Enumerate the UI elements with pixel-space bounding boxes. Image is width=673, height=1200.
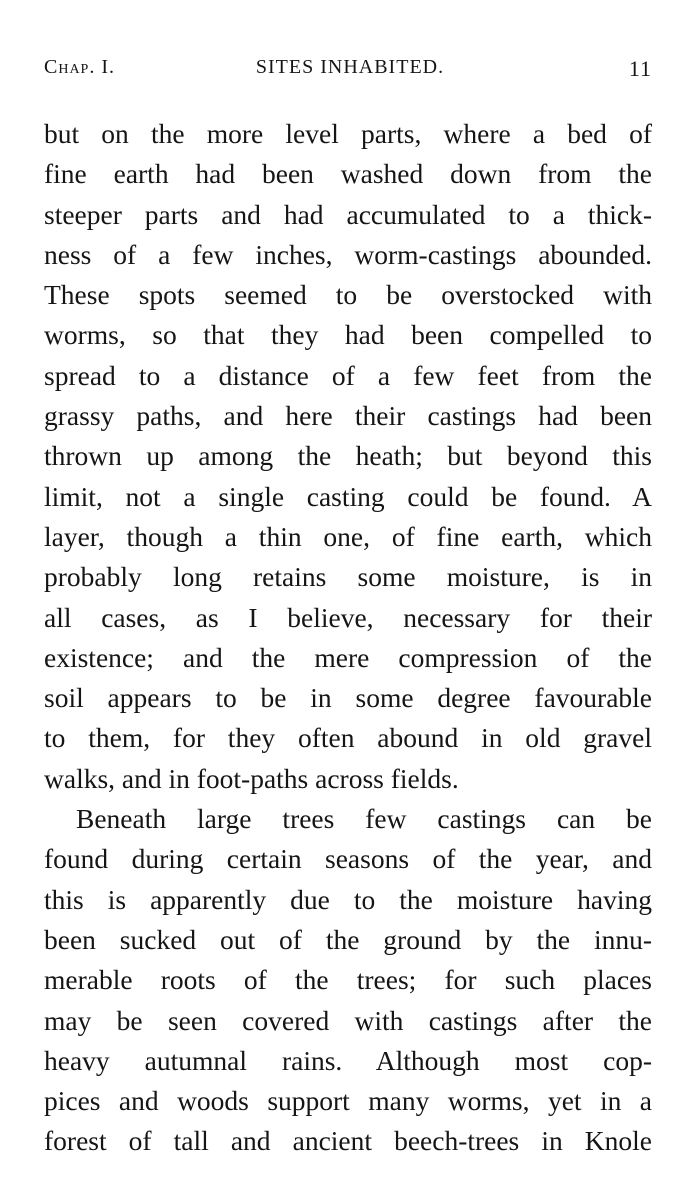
running-head xyxy=(44,56,656,86)
text-line: limit, not a single casting could be found. A xyxy=(44,480,652,512)
text-line: soil appears to be in some degree favourable xyxy=(44,682,652,714)
text-line: found during certain seasons of the year, and xyxy=(44,843,652,875)
body-text xyxy=(44,114,652,1162)
text-line: These spots seemed to be overstocked with xyxy=(44,279,652,311)
text-line: forest of tall and ancient beech-trees in Knole xyxy=(44,1125,652,1157)
text-line: existence; and the mere compression of the xyxy=(44,641,652,673)
text-line: but on the more level parts, where a bed of xyxy=(44,118,652,149)
text-line: all cases, as I believe, necessary for their xyxy=(44,601,652,633)
text-line: fine earth had been washed down from the xyxy=(44,158,652,190)
text-line: merable roots of the trees; for such places xyxy=(44,964,652,996)
text-line: been sucked out of the ground by the innu- xyxy=(44,923,652,955)
text-line: layer, though a thin one, of fine earth, which xyxy=(44,520,652,552)
running-title: SITES INHABITED. xyxy=(255,56,445,78)
text-line: spread to a distance of a few feet from the xyxy=(44,359,652,391)
paragraph xyxy=(44,114,652,799)
text-line: worms, so that they had been compelled to xyxy=(44,319,652,351)
text-line: to them, for they often abound in old gravel xyxy=(44,722,652,754)
text-line: grassy paths, and here their castings had been xyxy=(44,400,652,432)
chapter-label: Chap. I. xyxy=(44,56,116,78)
text-line: thrown up among the heath; but beyond this xyxy=(44,440,652,472)
text-line: steeper parts and had accumulated to a thick- xyxy=(44,198,652,230)
text-line: this is apparently due to the moisture having xyxy=(44,883,652,915)
text-line: heavy autumnal rains. Although most cop- xyxy=(44,1044,652,1076)
text-line: pices and woods support many worms, yet in a xyxy=(44,1085,652,1117)
text-line: probably long retains some moisture, is in xyxy=(44,561,652,593)
text-line: walks, and in foot-paths across fields. xyxy=(44,762,459,794)
text-line: may be seen covered with castings after the xyxy=(44,1004,652,1036)
text-line: Beneath large trees few castings can be xyxy=(76,803,652,835)
text-line: ness of a few inches, worm-castings abounded. xyxy=(44,238,652,270)
paragraph xyxy=(44,799,652,1162)
page-number: 11 xyxy=(628,56,652,81)
